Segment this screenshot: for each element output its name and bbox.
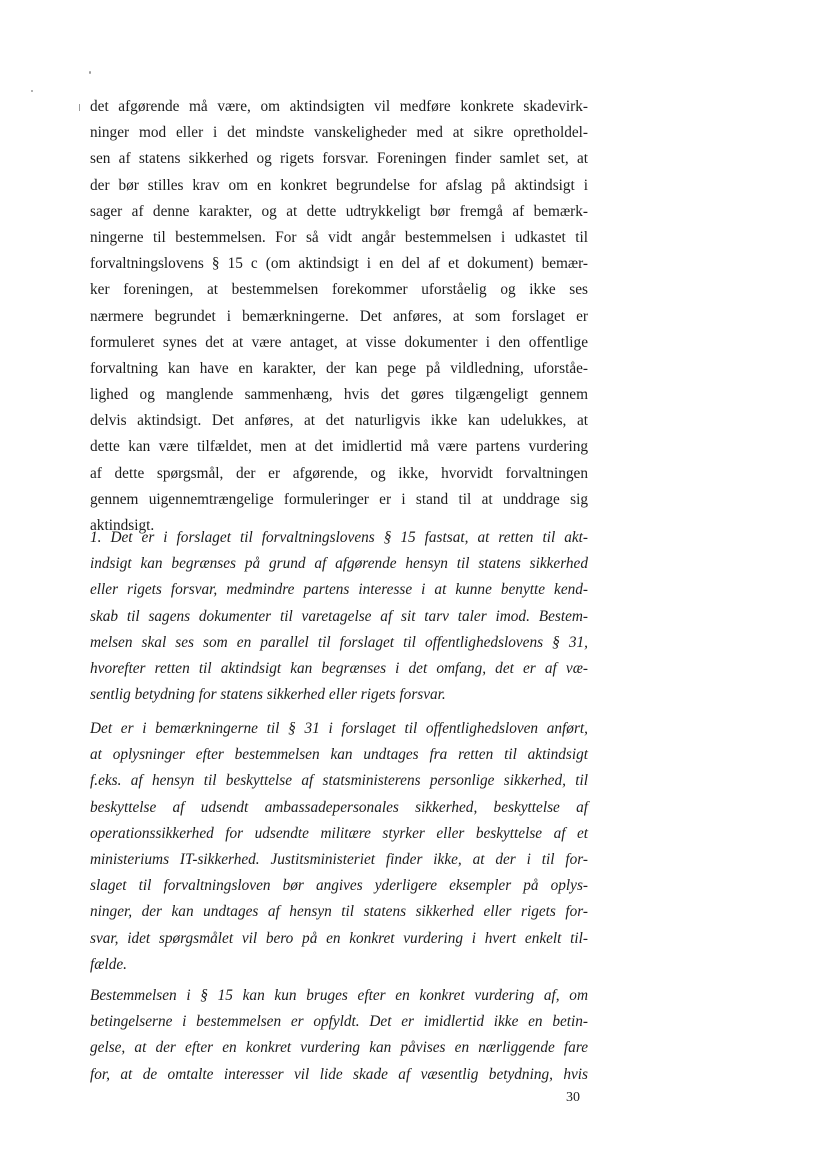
text-line: lighed og manglende sammenhæng, hvis det gøres tilgængeligt gennem	[90, 386, 588, 404]
body-paragraph-3	[90, 716, 588, 978]
text-line: ninger, der kan undtages af hensyn til statens sikkerhed eller rigets for-	[90, 903, 588, 921]
text-line: eller rigets forsvar, medmindre partens interesse i at kunne benytte kend-	[90, 581, 588, 599]
text-line: delvis aktindsigt. Det anføres, at det naturligvis ikke kan udelukkes, at	[90, 412, 588, 430]
text-line: slaget til forvaltningsloven bør angives yderligere eksempler på oplys-	[90, 877, 588, 895]
text-line: aktindsigt.	[90, 517, 155, 534]
text-line: skab til sagens dokumenter til varetagelse af sit tarv taler imod. Bestem-	[90, 607, 588, 625]
scan-speck	[31, 90, 33, 92]
text-line: melsen skal ses som en parallel til forslaget til offentlighedslovens § 31,	[90, 633, 588, 651]
text-line: for, at de omtalte interesser vil lide skade af væsentlig betydning, hvis	[90, 1065, 588, 1083]
body-paragraph-1	[90, 94, 588, 539]
text-line: forvaltning kan have en karakter, der kan pege på vildledning, uforståe-	[90, 359, 588, 377]
scan-speck	[89, 71, 91, 74]
text-line: f.eks. af hensyn til beskyttelse af statsministerens personlige sikkerhed, til	[90, 772, 588, 790]
body-paragraph-2	[90, 525, 588, 708]
text-line: det afgørende må være, om aktindsigten vil medføre konkrete skadevirk-	[90, 98, 588, 115]
text-line: Bestemmelsen i § 15 kan kun bruges efter en konkret vurdering af, om	[90, 987, 588, 1004]
text-line: der bør stilles krav om en konkret begrundelse for afslag på aktindsigt i	[90, 176, 588, 194]
text-line: sentlig betydning for statens sikkerhed eller rigets forsvar.	[90, 686, 446, 704]
text-line: ningerne til bestemmelsen. For så vidt angår bestemmelsen i udkastet til	[90, 228, 588, 246]
text-line: beskyttelse af udsendt ambassadepersonales sikkerhed, beskyttelse af	[90, 798, 588, 816]
text-line: formuleret synes det at være antaget, at visse dokumenter i den offentlige	[90, 333, 588, 351]
text-line: sager af denne karakter, og at dette udtrykkeligt bør fremgå af bemærk-	[90, 202, 588, 220]
text-line: indsigt kan begrænses på grund af afgørende hensyn til statens sikkerhed	[90, 555, 588, 573]
text-line: gennem uigennemtrængelige formuleringer er i stand til at unddrage sig	[90, 490, 588, 508]
text-line: svar, idet spørgsmålet vil bero på en konkret vurdering i hvert enkelt til-	[90, 929, 588, 947]
page-number: 30	[566, 1090, 580, 1105]
text-line: gelse, at der efter en konkret vurdering kan påvises en nærliggende fare	[90, 1039, 588, 1057]
text-line: at oplysninger efter bestemmelsen kan undtages fra retten til aktindsigt	[90, 746, 588, 764]
text-line: Det er i bemærkningerne til § 31 i forslaget til offentlighedsloven anført,	[90, 720, 588, 737]
text-line: hvorefter retten til aktindsigt kan begrænses i det omfang, det er af væ-	[90, 659, 588, 677]
text-line: ker foreningen, at bestemmelsen forekommer uforståelig og ikke ses	[90, 281, 588, 299]
text-line: fælde.	[90, 955, 127, 973]
text-line: dette kan være tilfældet, men at det imidlertid må være partens vurdering	[90, 438, 588, 456]
text-line: operationssikkerhed for udsendte militære styrker eller beskyttelse af et	[90, 824, 588, 842]
scan-speck	[79, 104, 80, 111]
text-line: ministeriums IT-sikkerhed. Justitsministeriet finder ikke, at der i til for-	[90, 850, 588, 868]
text-line: af dette spørgsmål, der er afgørende, og ikke, hvorvidt forvaltningen	[90, 464, 588, 482]
text-line: sen af statens sikkerhed og rigets forsvar. Foreningen finder samlet set, at	[90, 150, 588, 168]
text-line: betingelserne i bestemmelsen er opfyldt. Det er imidlertid ikke en betin-	[90, 1013, 588, 1031]
text-line: ninger mod eller i det mindste vanskeligheder med at sikre opretholdel-	[90, 124, 588, 142]
text-line: forvaltningslovens § 15 c (om aktindsigt i en del af et dokument) bemær-	[90, 255, 588, 273]
text-line: 1. Det er i forslaget til forvaltningslovens § 15 fastsat, at retten til akt-	[90, 529, 588, 546]
body-paragraph-4	[90, 983, 588, 1088]
text-line: nærmere begrundet i bemærkningerne. Det anføres, at som forslaget er	[90, 307, 588, 325]
